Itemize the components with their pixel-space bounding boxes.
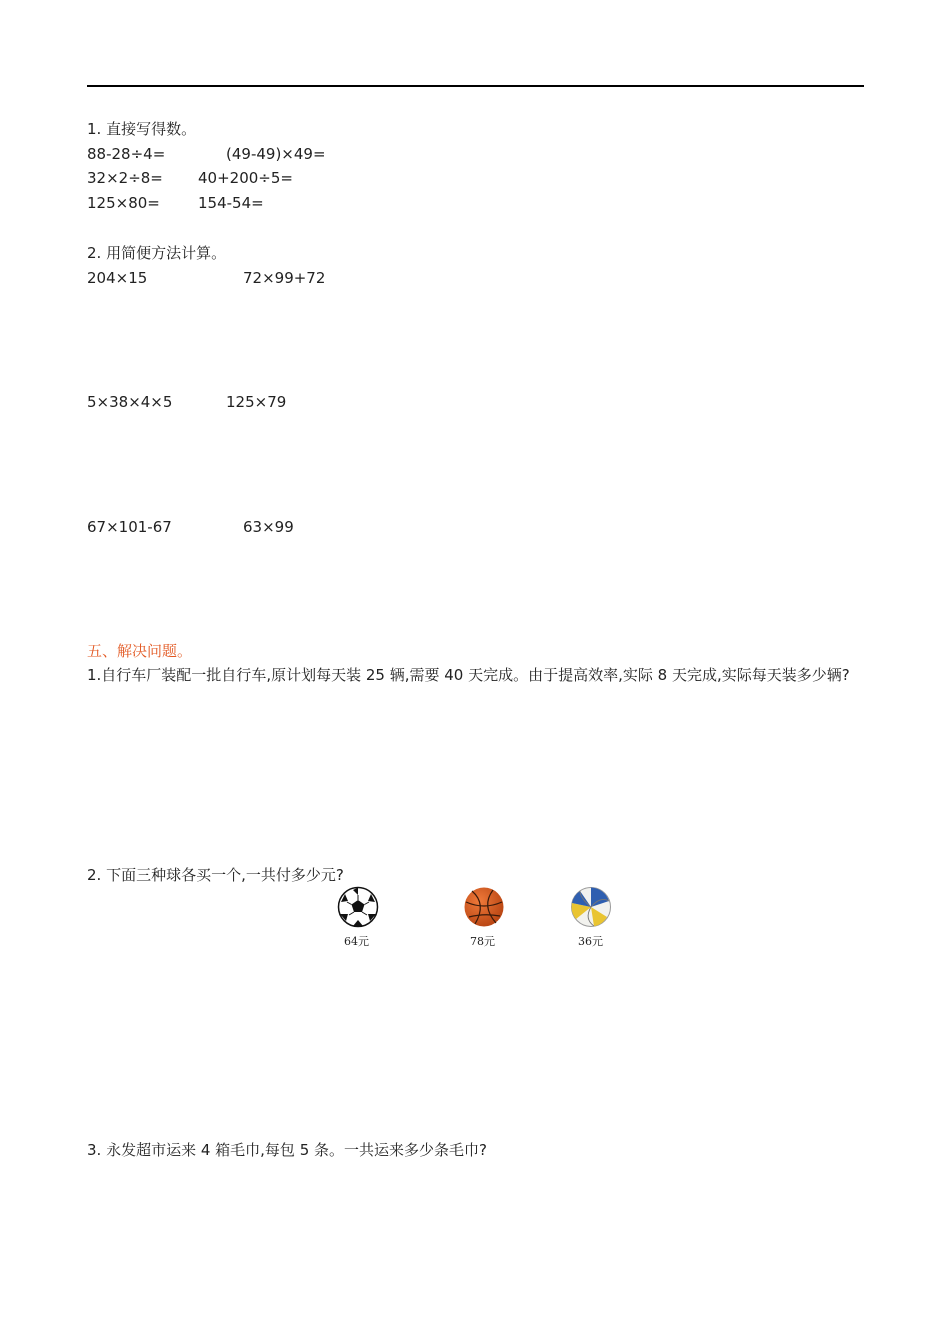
oral-problem: 40+200÷5= (198, 169, 293, 187)
question-2: 2. 下面三种球各买一个,一共付多少元? (87, 866, 344, 884)
oral-problem: (49-49)×49= (226, 145, 326, 163)
calc-problem: 63×99 (243, 518, 294, 536)
basketball-price: 78元 (470, 935, 495, 948)
oral-problem: 154-54= (198, 194, 264, 212)
section1-title: 1. 直接写得数。 (87, 120, 197, 138)
header-rule (87, 85, 864, 87)
volleyball-icon (570, 886, 612, 928)
oral-problem: 88-28÷4= (87, 145, 166, 163)
basketball-icon (463, 886, 505, 928)
calc-problem: 67×101-67 (87, 518, 172, 536)
question-3: 3. 永发超市运来 4 箱毛巾,每包 5 条。一共运来多少条毛巾? (87, 1141, 487, 1159)
section5-heading: 五、解决问题。 (87, 642, 193, 660)
calc-problem: 5×38×4×5 (87, 393, 173, 411)
section2-title: 2. 用简便方法计算。 (87, 244, 227, 262)
soccer-ball-price: 64元 (344, 935, 369, 948)
oral-problem: 32×2÷8= (87, 169, 163, 187)
volleyball-price: 36元 (578, 935, 603, 948)
soccer-ball-icon (337, 886, 379, 928)
question-1: 1.自行车厂装配一批自行车,原计划每天装 25 辆,需要 40 天完成。由于提高效率,实际 8 天完成,实际每天装多少辆? (87, 666, 850, 684)
calc-problem: 72×99+72 (243, 269, 326, 287)
calc-problem: 204×15 (87, 269, 148, 287)
calc-problem: 125×79 (226, 393, 287, 411)
oral-problem: 125×80= (87, 194, 160, 212)
